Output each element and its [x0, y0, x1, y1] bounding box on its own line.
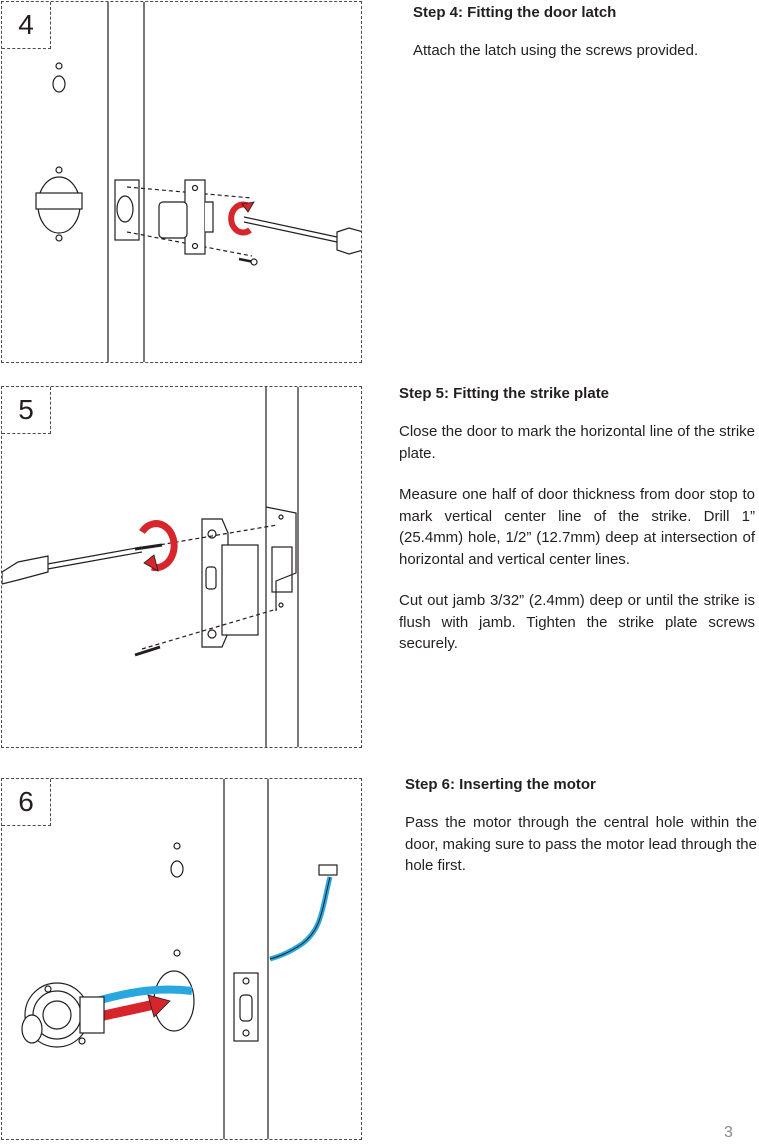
- step-5-illustration-panel: [1, 386, 362, 748]
- step-5-paragraph: Cut out jamb 3/32” (2.4mm) deep or until the strike is flush with jamb. Tighten the strike plate screws securely.: [399, 592, 755, 652]
- screwdriver-shaft: [42, 547, 142, 565]
- step-5-paragraph: Measure one half of door thickness from door stop to mark vertical center line of the strike. Drill 1” (25.4mm) hole, 1/2” (12.7mm) deep at intersection of horizontal and vertical center lines.: [399, 486, 755, 568]
- mounting-hole: [53, 76, 65, 92]
- motor-lead-cable: [270, 877, 330, 959]
- step-6-text: [405, 776, 757, 897]
- step-5-title: Step 5: Fitting the strike plate: [399, 385, 610, 402]
- mounting-hole: [56, 63, 62, 69]
- step-4-number: 4: [2, 2, 51, 49]
- step-4-text: [413, 4, 753, 82]
- step-5-text: [399, 385, 755, 675]
- latch-faceplate: [234, 973, 258, 1041]
- motor-body: [80, 997, 104, 1033]
- latch-bolt: [205, 202, 213, 232]
- screw: [135, 545, 162, 549]
- screwdriver-shaft: [244, 222, 337, 242]
- screw-icon: [79, 1038, 85, 1044]
- arrow-head-icon: [242, 202, 254, 212]
- step-6-number: 6: [2, 779, 51, 826]
- screw-hole: [279, 515, 283, 519]
- screw-hole: [279, 603, 283, 607]
- mounting-hole: [174, 843, 180, 849]
- step-5-paragraph: Close the door to mark the horizontal line of the strike plate.: [399, 423, 755, 462]
- mounting-hole: [174, 950, 180, 956]
- motor-lead-cable: [97, 989, 192, 1001]
- step-5-number: 5: [2, 387, 51, 434]
- screwdriver-shaft: [244, 217, 337, 237]
- screwdriver-shaft: [42, 552, 142, 570]
- arrow-head-icon: [148, 995, 170, 1017]
- mounting-hole: [56, 167, 62, 173]
- step-4-title: Step 4: Fitting the door latch: [413, 4, 617, 21]
- motor-insertion-illustration: [2, 779, 362, 1140]
- step-6-paragraph: Pass the motor through the central hole within the door, making sure to pass the motor lead through the hole first.: [405, 814, 757, 874]
- strike-plate-illustration: [2, 387, 362, 748]
- screw-head: [251, 259, 257, 265]
- insertion-arrow: [97, 1005, 152, 1017]
- mounting-hole: [171, 861, 183, 877]
- step-6-illustration-panel: [1, 778, 362, 1140]
- strike-plate-lip: [222, 545, 258, 635]
- edge-bore: [117, 196, 133, 222]
- cable-connector: [319, 865, 337, 875]
- page-number: 3: [724, 1124, 733, 1141]
- arrow-head-icon: [144, 555, 158, 571]
- door-latch-illustration: [2, 2, 362, 363]
- latch-faceplate: [185, 180, 205, 254]
- step-4-illustration-panel: [1, 1, 362, 363]
- screwdriver-handle: [337, 228, 362, 254]
- strike-mortise: [272, 547, 292, 592]
- screw: [135, 647, 160, 655]
- latch-mortise: [115, 180, 139, 240]
- mounting-hole: [56, 235, 62, 241]
- spindle-end: [22, 1015, 42, 1043]
- latch-body: [159, 202, 187, 238]
- step-4-paragraph: Attach the latch using the screws provided.: [413, 42, 699, 59]
- bore-slot: [36, 193, 82, 209]
- screwdriver-handle: [2, 556, 48, 584]
- step-6-title: Step 6: Inserting the motor: [405, 776, 596, 793]
